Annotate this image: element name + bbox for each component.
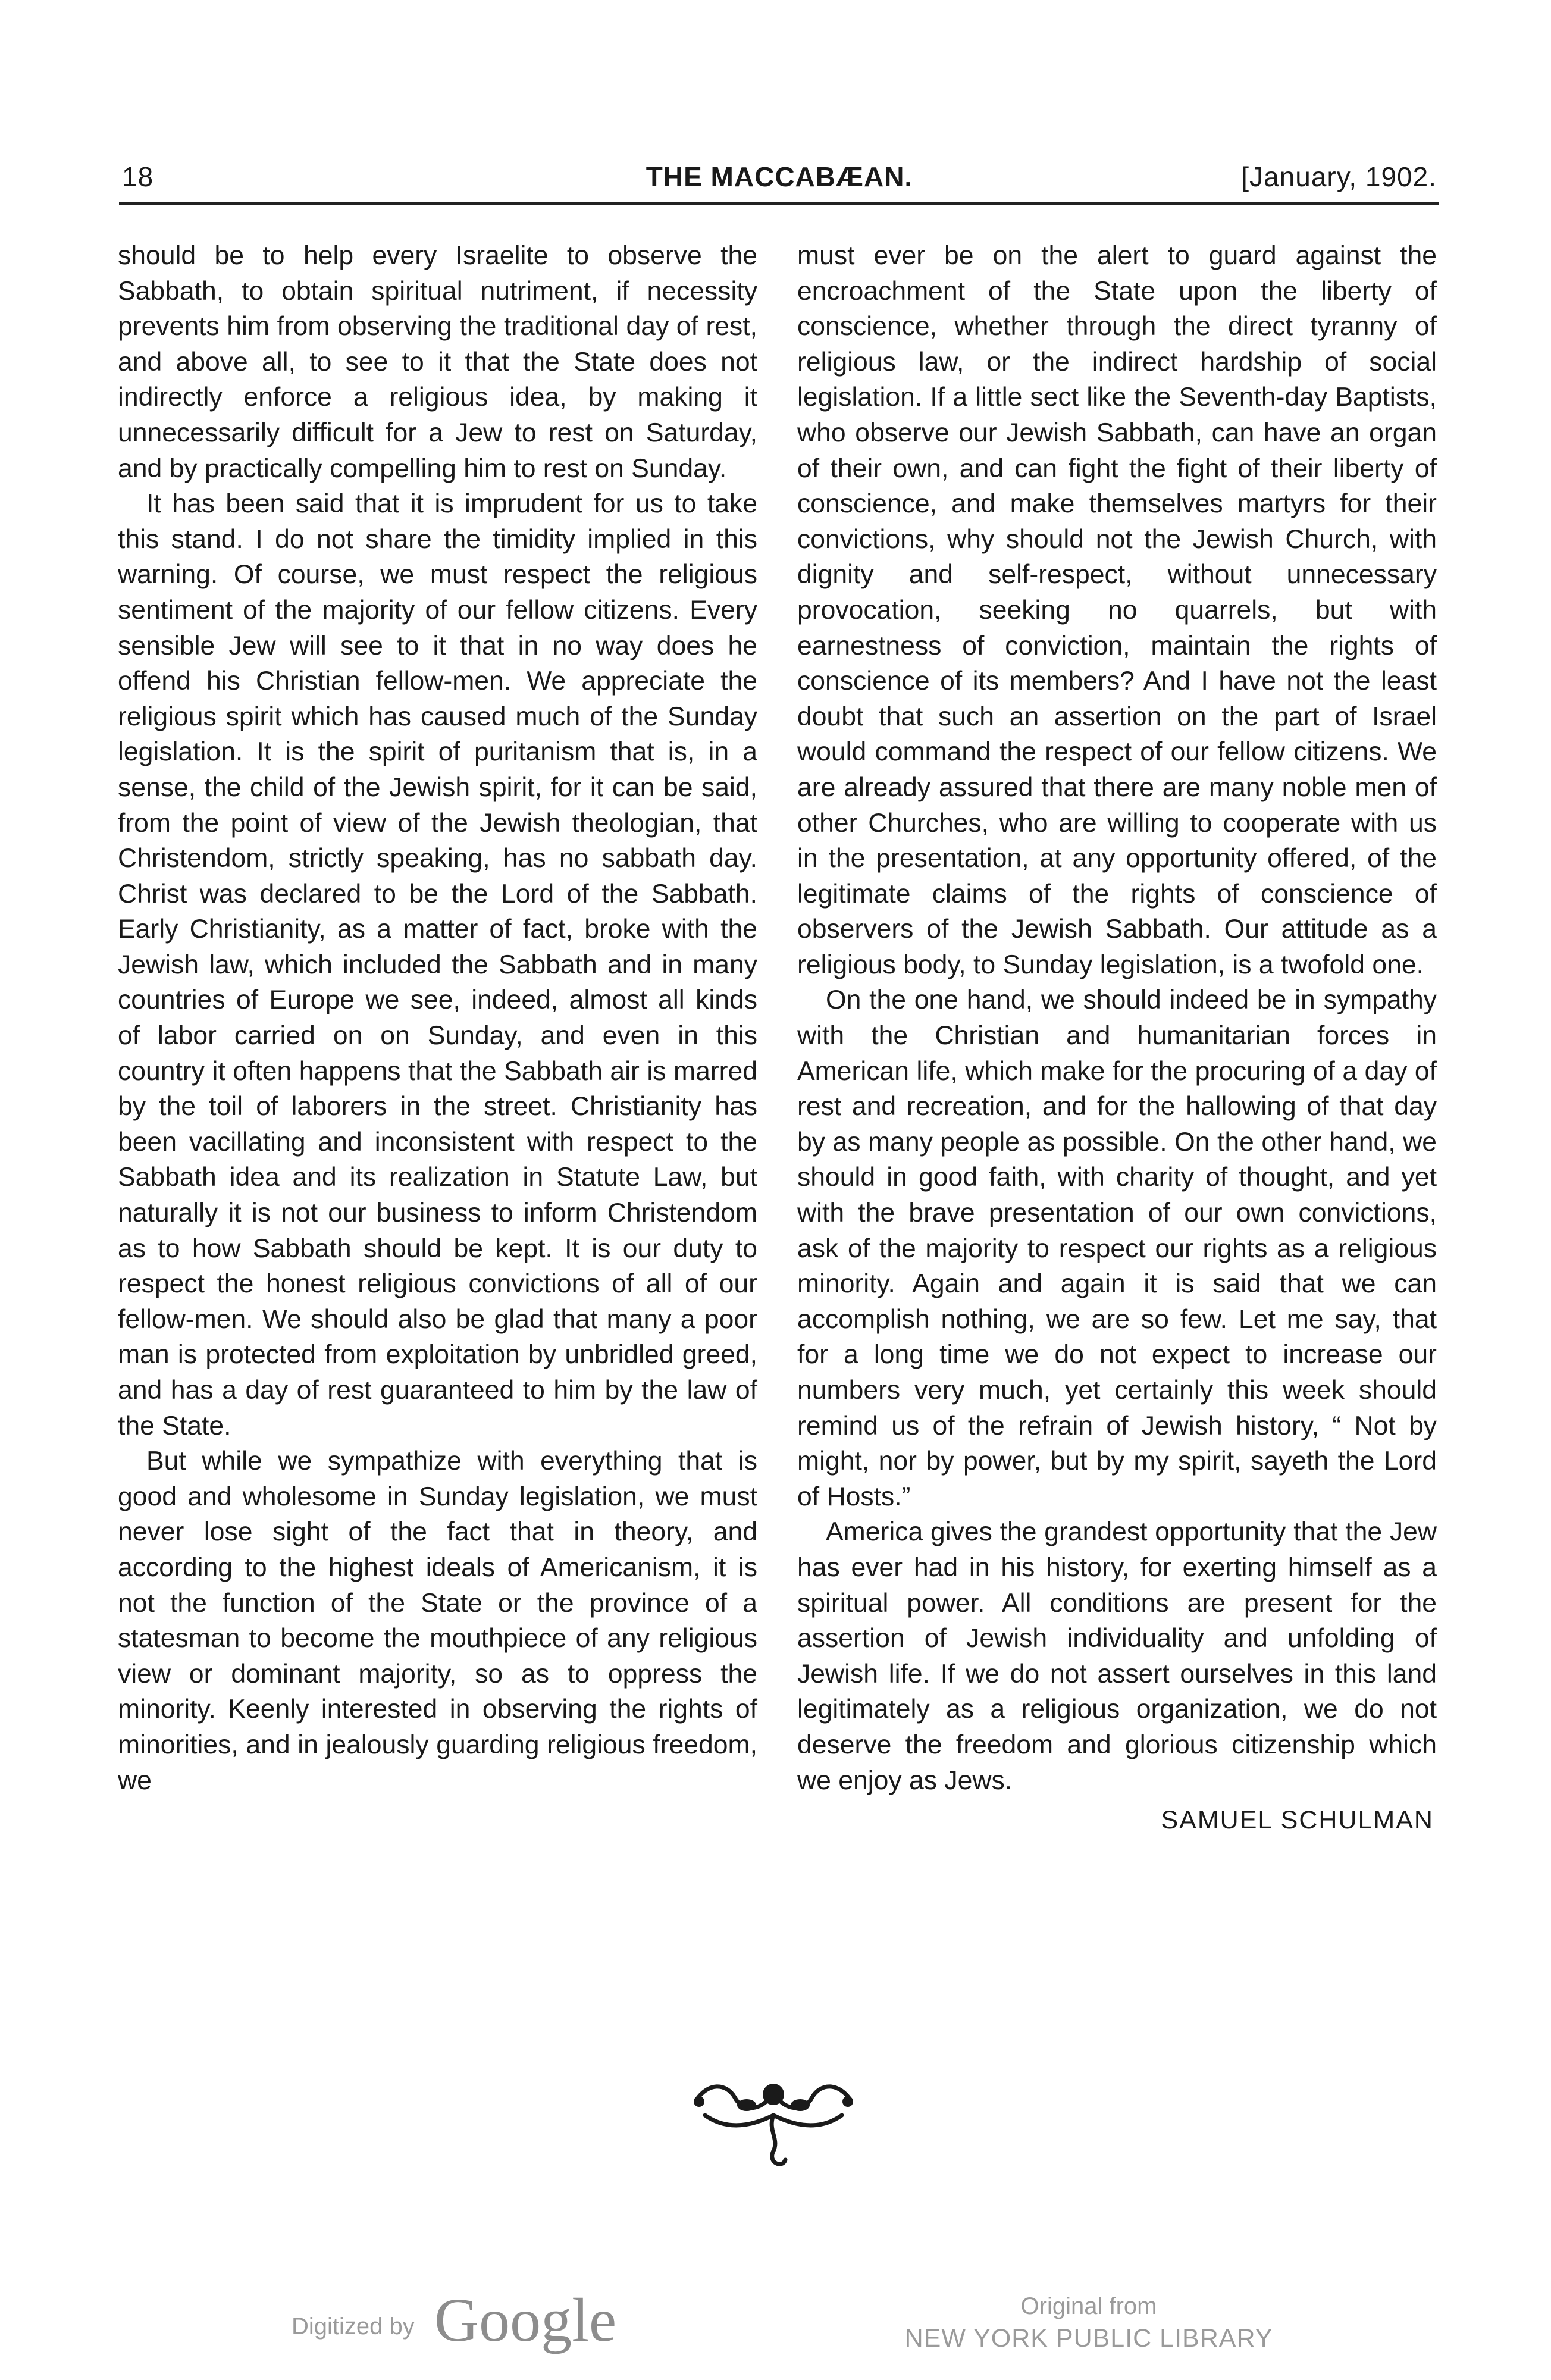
digitized-by-watermark (292, 2285, 708, 2356)
decorative-fleuron-icon (684, 2065, 863, 2178)
header-rule (119, 202, 1439, 205)
running-header (122, 161, 1437, 202)
paragraph: On the one hand, we should indeed be in sympathy with the Christian and humanitarian forces in American life, which make for the procuring of a day of rest and recreation, and for the hallowing of that day by as many people as possible. On the other hand, we should in good faith, with charity of thought, and yet with the brave presentation of our own convictions, ask of the majority to respect our rights as a religious minority. Again and again it is said that we can accomplish nothing, we are so few. Let me say, that for a long time we do not expect to increase our numbers very much, yet certainly this week should remind us of the refrain of Jewish history, “ Not by might, nor by power, but by my spirit, sayeth the Lord of Hosts.” (797, 985, 1437, 1511)
google-logo: Google (434, 2286, 617, 2354)
original-from-label: Original from (1020, 2293, 1157, 2319)
right-column (797, 238, 1437, 1839)
author-signature: SAMUEL SCHULMAN (1161, 1806, 1434, 1835)
page-number: 18 (122, 161, 154, 192)
paragraph: should be to help every Israelite to observe the Sabbath, to obtain spiritual nutriment, if necessity prevents him from observing the traditional day of rest, and above all, to see to it that the State does not indirectly enforce a religious idea, by making it unnecessarily difficult for a Jew to rest on Saturday, and by practically compelling him to rest on Sunday. (118, 241, 757, 483)
source-watermark (904, 2291, 1273, 2355)
paragraph: must ever be on the alert to guard against the encroachment of the State upon the liberty of conscience, whether through the direct tyranny of religious law, or the indirect hardship of social legislation. If a little sect like the Seventh-day Baptists, who observe our Jewish Sabbath, can have an organ of their own, and can fight the fight of their liberty of conscience, and make themselves martyrs for their convictions, why should not the Jewish Church, with dignity and self-respect, without unnecessary provocation, seeking no quarrels, but with earnestness of conviction, maintain the rights of conscience of its members? And I have not the least doubt that such an assertion on the part of Israel would command the respect of our fellow citizens. We are already assured that there are many noble men of other Churches, who are willing to cooperate with us in the presentation, at any opportunity offered, of the legitimate claims of the rights of conscience of observers of the Jewish Sabbath. Our attitude as a religious body, to Sunday legislation, is a twofold one. (797, 241, 1437, 979)
paragraph: It has been said that it is imprudent for us to take this stand. I do not share the timidity implied in this warning. Of course, we must respect the religious sentiment of the majority of our fellow citizens. Every sensible Jew will see to it that in no way does he offend his Christian fellow-men. We appreciate the religious spirit which has caused much of the Sunday legislation. It is the spirit of puritanism that is, in a sense, the child of the Jewish spirit, for it can be said, from the point of view of the Jewish theologian, that Christendom, strictly speaking, has no sabbath day. Christ was declared to be the Lord of the Sabbath. Early Christianity, as a matter of fact, broke with the Jewish law, which included the Sabbath and in many countries of Europe we see, indeed, almost all kinds of labor carried on on Sunday, and even in this country it often happens that the Sabbath air is marred by the toil of laborers in the street. Christianity has been vacillating and inconsistent with respect to the Sabbath idea and its realization in Statute Law, but naturally it is not our business to inform Christendom as to how Sabbath should be kept. It is our duty to respect the honest religious convictions of all of our fellow-men. We should also be glad that many a poor man is protected from exploitation by unbridled greed, and has a day of rest guaranteed to him by the law of the State. (118, 489, 757, 1440)
digitized-by-label: Digitized by (292, 2313, 415, 2340)
paragraph: But while we sympathize with everything that is good and wholesome in Sunday legislation, we must never lose sight of the fact that in theory, and according to the highest ideals of Americanism, it is not the function of the State or the province of a statesman to become the mouthpiece of any religious view or dominant majority, so as to oppress the minority. Keenly interested in observing the rights of minorities, and in jealously guarding religious freedom, we (118, 1446, 757, 1795)
left-column (118, 238, 757, 1798)
library-name: NEW YORK PUBLIC LIBRARY (904, 2324, 1273, 2353)
journal-title: THE MACCABÆAN. (646, 161, 913, 192)
issue-date: [January, 1902. (1241, 161, 1437, 192)
paragraph: America gives the grandest opportunity that the Jew has ever had in his history, for exerting himself as a spiritual power. All conditions are present for the assertion of Jewish individuality and unfolding of Jewish life. If we do not assert ourselves in this land legitimately as a religious organization, we do not deserve the freedom and glorious citizenship which we enjoy as Jews. (797, 1517, 1437, 1795)
